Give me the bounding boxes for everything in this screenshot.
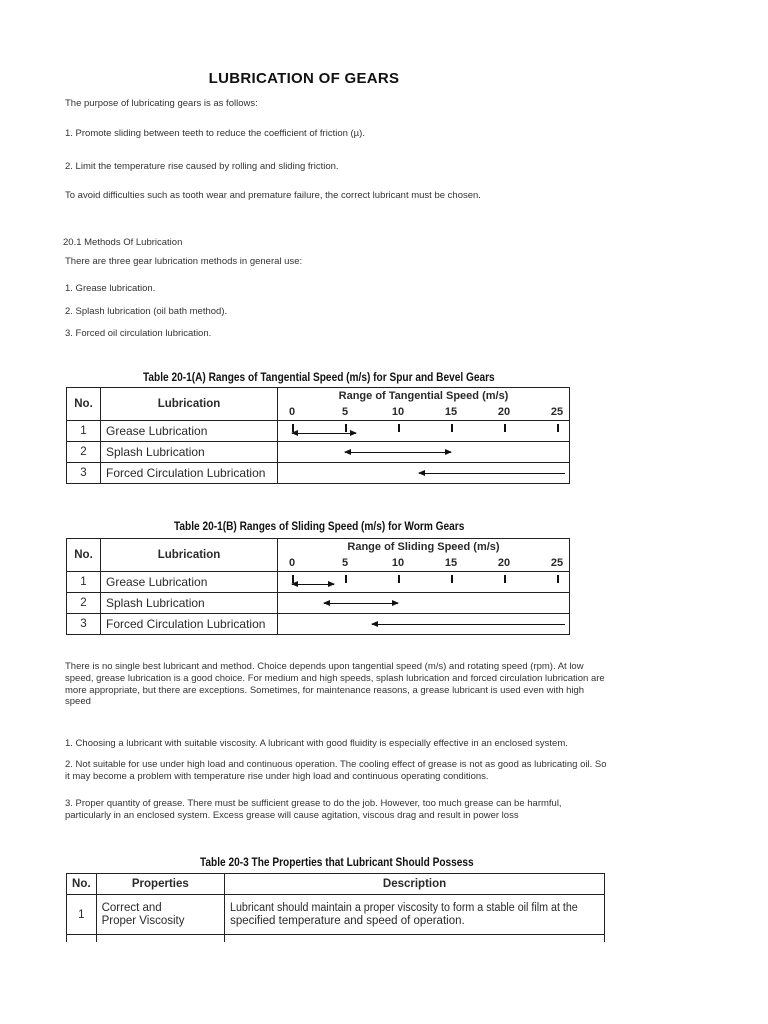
table-a [66,387,570,484]
table_b-tick-mark-20 [504,575,506,583]
table_b-tick-label-15: 15 [444,557,458,569]
table_a-range-arrow-1 [292,433,356,434]
table-c-header-description: Description [225,874,605,895]
table-b-caption: Table 20-1(B) Ranges of Sliding Speed (m/s) for Worm Gears [174,521,465,533]
table_a-tick-label-5: 5 [341,406,349,418]
table-a-range-title: Range of Tangential Speed (m/s) [338,390,509,402]
table-b-row-2-range [278,593,570,614]
table-b-row-2-no: 2 [67,593,101,614]
table_a-range-arrow-2 [345,452,451,453]
table_b-tick-mark-10 [398,575,400,583]
table-c-row-1-desc-line-1: Lubricant should maintain a proper viscosity to form a stable oil film at the [230,901,578,914]
table-b-row-2-label: Splash Lubrication [101,593,278,614]
table-c-clip [66,873,605,942]
table_a-tick-label-0: 0 [288,406,296,418]
table_a-tick-mark-25 [557,424,559,432]
table-b-header-range [278,539,570,572]
method-item-1: 1. Grease lubrication. [65,283,156,294]
table_a-tick-mark-10 [398,424,400,432]
table-c [66,873,605,942]
table-c-row-2-description [225,935,605,943]
table_b-tick-mark-25 [557,575,559,583]
table-c-caption: Table 20-3 The Properties that Lubricant Should Possess [200,857,474,869]
table-c-row-1-no: 1 [67,895,97,935]
table-c-row-2-properties [96,935,224,943]
table_a-tick-mark-15 [451,424,453,432]
document-title: LUBRICATION OF GEARS [208,70,400,87]
table-b-row-1-no: 1 [67,572,101,593]
table-a-row-1-no: 1 [67,421,101,442]
table-a-row-1-label: Grease Lubrication [101,421,278,442]
table-c-row-1-desc-line-2: specified temperature and speed of operation. [230,914,465,927]
table_b-range-arrow-2 [324,603,398,604]
table-a-row-2-range [278,442,570,463]
table-a-row-3-range [278,463,570,484]
choice-paragraph: There is no single best lubricant and method. Choice depends upon tangential speed (m/s) and rotating speed (rpm). At low speed, grease lubrication is a good choice. For medium and high speeds, splash lubrication and forced circulation lubrication are more appropriate, but there are exceptions. Sometimes, for maintenance reasons, a grease lubricant is used even with high speed [65,661,605,708]
table-c-row-1-prop-line-1: Correct and [101,901,162,914]
table_a-tick-label-25: 25 [550,406,564,418]
section-heading: 20.1 Methods Of Lubrication [63,237,183,248]
table_a-tick-mark-5 [345,424,347,432]
method-item-2: 2. Splash lubrication (oil bath method). [65,306,228,317]
grease-point-1: 1. Choosing a lubricant with suitable viscosity. A lubricant with good fluidity is especially effective in an enclosed system. [65,738,568,749]
method-item-3: 3. Forced oil circulation lubrication. [65,328,212,339]
table_a-tick-label-10: 10 [391,406,405,418]
purpose-item-2: 2. Limit the temperature rise caused by rolling and sliding friction. [65,161,339,172]
table-b-row-3-label: Forced Circulation Lubrication [101,614,278,635]
table-b-row-1-range [278,572,570,593]
table_b-range-arrow-1 [292,584,334,585]
purpose-item-1: 1. Promote sliding between teeth to reduce the coefficient of friction (µ). [65,128,365,139]
table_b-tick-label-25: 25 [550,557,564,569]
table_b-tick-label-0: 0 [288,557,296,569]
table-b-header-no: No. [67,539,101,572]
table-a-row-3-label: Forced Circulation Lubrication [101,463,278,484]
table-c-row-1-description [225,895,605,935]
table-c-row-1-prop-line-2: Proper Viscosity [101,914,185,927]
intro-text: The purpose of lubricating gears is as follows: [65,98,258,109]
table-a-header-range [278,388,570,421]
table_a-tick-label-20: 20 [497,406,511,418]
table_a-tick-label-15: 15 [444,406,458,418]
table-a-row-3-no: 3 [67,463,101,484]
table-b-row-1-label: Grease Lubrication [101,572,278,593]
table-c-row-1-properties [96,895,224,935]
table-b-header-lubrication: Lubrication [101,539,278,572]
grease-point-3: 3. Proper quantity of grease. There must be sufficient grease to do the job. However, too much grease can be harmful, particularly in an enclosed system. Excess grease will cause agitation, viscous drag and result in power loss [65,798,562,821]
grease-point-2: 2. Not suitable for use under high load and continuous operation. The cooling effect of grease is not as good as lubricating oil. So it may become a problem with temperature rise under high load and continuous operating conditions. [65,759,607,782]
table-c-row-2-no [67,935,97,943]
table-b-row-3-no: 3 [67,614,101,635]
table_b-tick-mark-15 [451,575,453,583]
table-b [66,538,570,635]
table_b-tick-mark-5 [345,575,347,583]
table_b-tick-label-5: 5 [341,557,349,569]
avoid-text: To avoid difficulties such as tooth wear and premature failure, the correct lubricant must be chosen. [65,190,481,201]
table-a-row-1-range [278,421,570,442]
table-c-header-properties: Properties [96,874,224,895]
table-a-header-no: No. [67,388,101,421]
methods-intro: There are three gear lubrication methods in general use: [65,256,303,267]
table-a-header-lubrication: Lubrication [101,388,278,421]
table-b-range-title: Range of Sliding Speed (m/s) [347,541,500,553]
table_b-tick-label-20: 20 [497,557,511,569]
table_b-tick-label-10: 10 [391,557,405,569]
table-a-caption: Table 20-1(A) Ranges of Tangential Speed (m/s) for Spur and Bevel Gears [143,372,495,384]
table_a-tick-mark-20 [504,424,506,432]
table-b-row-3-range [278,614,570,635]
table-a-row-2-label: Splash Lubrication [101,442,278,463]
table_b-range-arrow-3 [372,624,566,625]
table-a-row-2-no: 2 [67,442,101,463]
table_a-range-arrow-3 [419,473,565,474]
table-c-header-no: No. [67,874,97,895]
